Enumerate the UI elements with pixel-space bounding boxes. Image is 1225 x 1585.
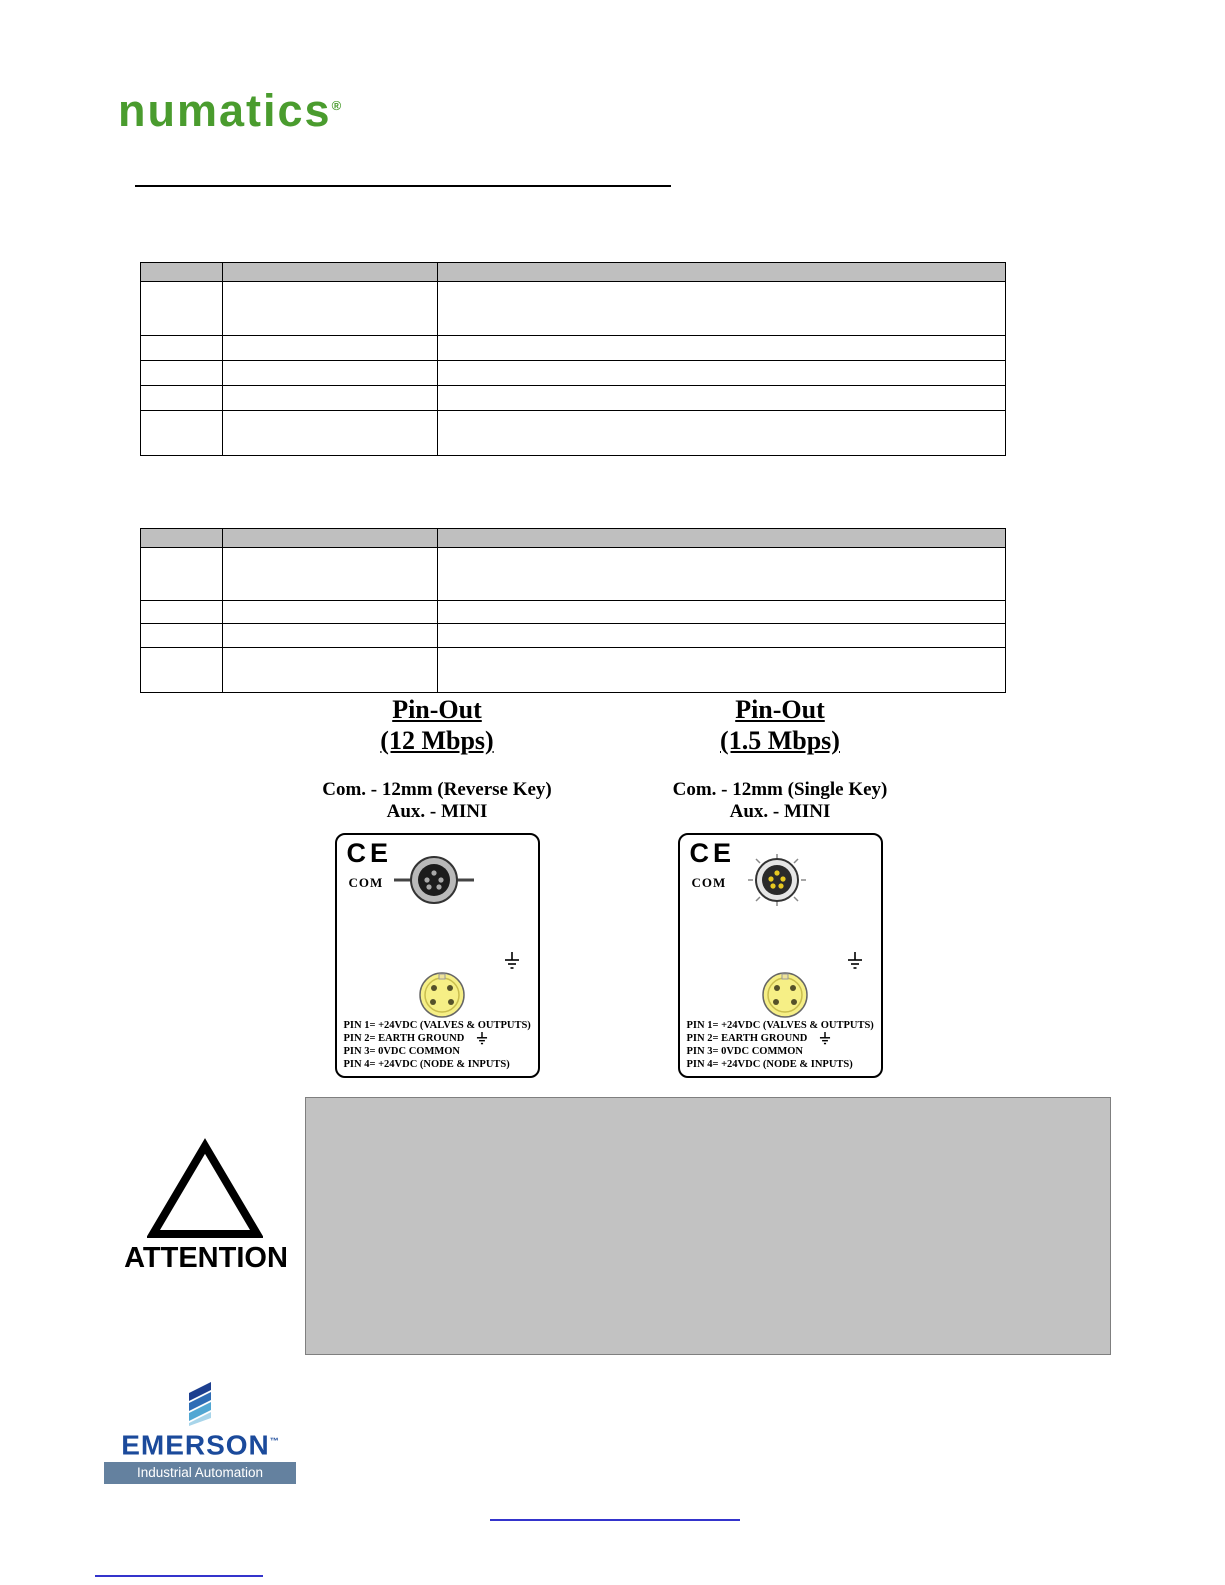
pin-1-label: PIN 1= +24VDC (VALVES & OUTPUTS): [686, 1020, 874, 1031]
pinout-title: Pin-Out: [735, 695, 825, 724]
pin-descriptions: [344, 1019, 540, 1071]
spec-table-top: [140, 262, 1006, 456]
table-cell: [438, 548, 1006, 601]
section-title-underline: [135, 185, 671, 187]
table-cell: [223, 336, 438, 361]
emerson-wordmark: [104, 1426, 296, 1460]
table-cell: [223, 648, 438, 693]
table-cell: [141, 548, 223, 601]
table-cell: [438, 624, 1006, 648]
table-header-row: [141, 263, 1006, 282]
com-label: COM: [348, 875, 384, 890]
footer-link[interactable]: [95, 1575, 263, 1577]
pin-2-row: [344, 1032, 540, 1045]
registered-mark: ®: [331, 98, 342, 113]
table-cell: [141, 601, 223, 624]
table-cell: [141, 263, 223, 282]
pinout-com-type: Com. - 12mm (Reverse Key): [322, 779, 552, 800]
table-cell: [223, 263, 438, 282]
table-cell: [223, 529, 438, 548]
pinout-title: Pin-Out: [392, 695, 482, 724]
com-connector-single-key-icon: [735, 854, 819, 906]
aux-mini-connector-icon: [418, 971, 466, 1019]
ce-mark: CE: [346, 838, 393, 868]
pinout-aux-type: Aux. - MINI: [729, 801, 831, 822]
connector-diagram-12mbps: [335, 833, 540, 1078]
table-row: [141, 624, 1006, 648]
numatics-logo-text: numatics: [118, 85, 332, 136]
pin-1-label: PIN 1= +24VDC (VALVES & OUTPUTS): [343, 1020, 531, 1031]
table-row: [141, 386, 1006, 411]
table-cell: [141, 336, 223, 361]
emerson-name-text: EMERSON: [121, 1429, 270, 1461]
pin-3-label: PIN 3= 0VDC COMMON: [686, 1046, 804, 1057]
table-row: [141, 411, 1006, 456]
aux-mini-connector-icon: [761, 971, 809, 1019]
table-cell: [141, 648, 223, 693]
com-connector-reverse-key-icon: [392, 854, 476, 906]
pinout-speed: (12 Mbps): [380, 726, 494, 755]
pin-4-label: PIN 4= +24VDC (NODE & INPUTS): [686, 1059, 853, 1070]
emerson-logo: [104, 1380, 296, 1484]
trademark-mark: ™: [269, 1436, 279, 1446]
pin-2-label: PIN 2= EARTH GROUND: [343, 1033, 465, 1044]
table-cell: [438, 386, 1006, 411]
table-cell: [223, 282, 438, 336]
pinout-section-1-5mbps: [652, 694, 908, 1078]
com-label: COM: [691, 875, 727, 890]
numatics-logo: [118, 85, 342, 136]
table-cell: [438, 361, 1006, 386]
spec-table-bottom: [140, 528, 1006, 693]
table-cell: [438, 529, 1006, 548]
pin-4-label: PIN 4= +24VDC (NODE & INPUTS): [343, 1059, 510, 1070]
pinout-aux-type: Aux. - MINI: [386, 801, 488, 822]
table-cell: [438, 411, 1006, 456]
table-row: [141, 648, 1006, 693]
emerson-tagline: Industrial Automation: [104, 1462, 296, 1484]
attention-label: ATTENTION: [124, 1242, 288, 1274]
attention-triangle-icon: [147, 1138, 263, 1240]
ce-mark: CE: [689, 838, 736, 868]
table-header-row: [141, 529, 1006, 548]
table-cell: [141, 529, 223, 548]
attention-note-box: [305, 1097, 1111, 1355]
table-cell: [223, 411, 438, 456]
table-cell: [141, 361, 223, 386]
table-cell: [141, 624, 223, 648]
table-cell: [438, 648, 1006, 693]
table-row: [141, 336, 1006, 361]
table-cell: [141, 411, 223, 456]
table-cell: [438, 601, 1006, 624]
table-cell: [141, 386, 223, 411]
earth-ground-icon: [476, 1032, 488, 1045]
table-cell: [438, 263, 1006, 282]
earth-ground-icon: [504, 952, 520, 970]
earth-ground-icon: [819, 1032, 831, 1045]
website-link[interactable]: [490, 1519, 740, 1521]
table-cell: [223, 361, 438, 386]
table-row: [141, 361, 1006, 386]
pin-2-row: [687, 1032, 883, 1045]
earth-ground-icon: [847, 952, 863, 970]
table-cell: [223, 548, 438, 601]
table-cell: [223, 624, 438, 648]
table-row: [141, 548, 1006, 601]
emerson-logo-icon: [187, 1380, 213, 1426]
table-row: [141, 282, 1006, 336]
pinout-speed: (1.5 Mbps): [720, 726, 840, 755]
pinout-com-type: Com. - 12mm (Single Key): [672, 779, 888, 800]
table-cell: [223, 386, 438, 411]
pinout-section-12mbps: [309, 694, 565, 1078]
table-cell: [223, 601, 438, 624]
table-cell: [141, 282, 223, 336]
pin-descriptions: [687, 1019, 883, 1071]
pin-2-label: PIN 2= EARTH GROUND: [686, 1033, 808, 1044]
connector-diagram-1-5mbps: [678, 833, 883, 1078]
pin-3-label: PIN 3= 0VDC COMMON: [343, 1046, 461, 1057]
table-cell: [438, 336, 1006, 361]
table-cell: [438, 282, 1006, 336]
table-row: [141, 601, 1006, 624]
